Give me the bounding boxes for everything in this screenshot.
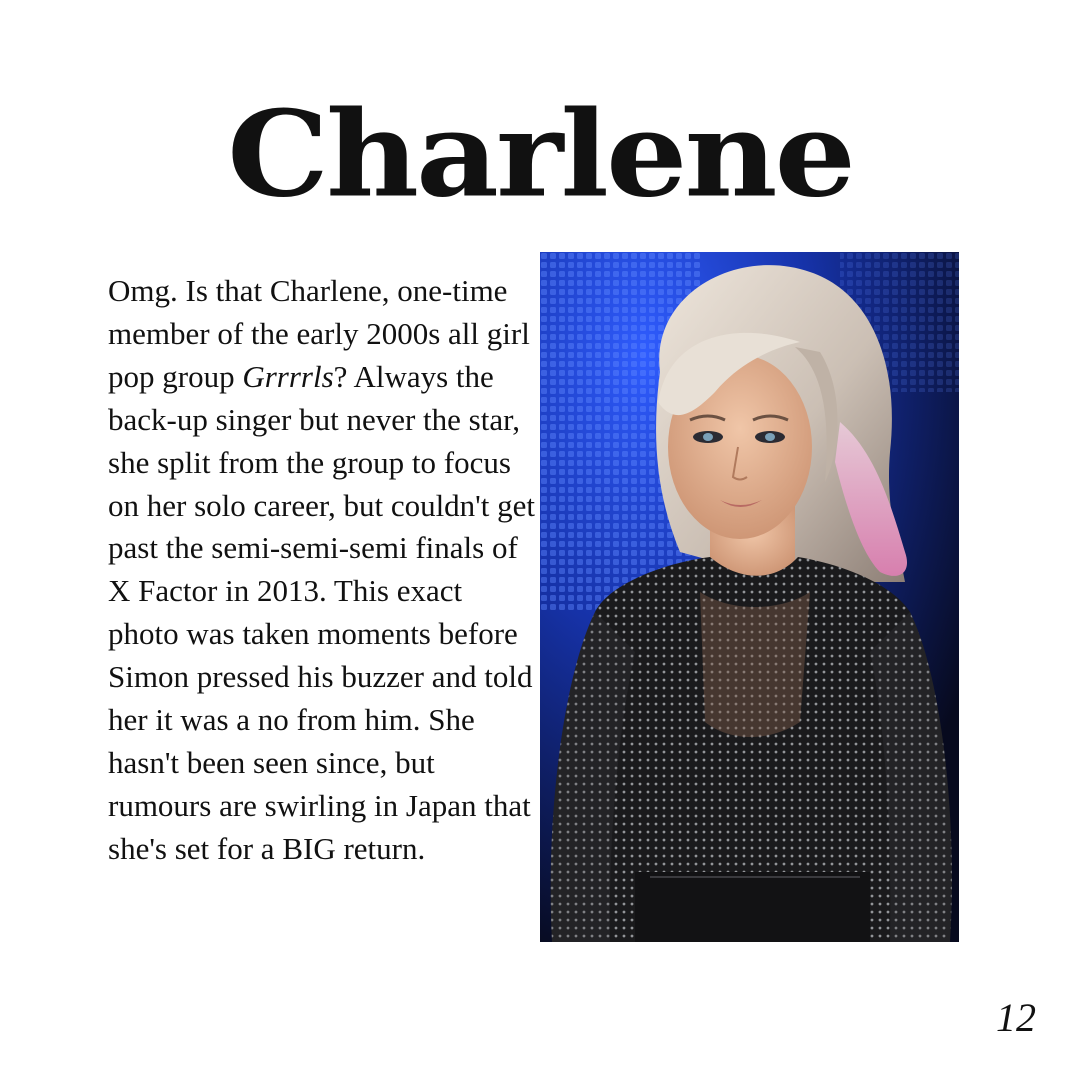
portrait-photo	[540, 252, 959, 942]
body-text-before: Omg. Is that Charlene, one-time member of the early 2000s all girl pop group	[108, 273, 530, 394]
body-text-after: ? Always the back-up singer but never the star, she split from the group to focus on her solo career, but couldn't get past the semi-semi-semi finals of X Factor in 2013. This exact photo was taken moments before Simon pressed his buzzer and told her it was a no from him. She hasn't been seen since, but rumours are swirling in Japan that she's set for a BIG return.	[108, 358, 536, 866]
page-title: Charlene	[227, 85, 853, 224]
band-name: Grrrrls	[242, 358, 334, 394]
page-number: 12	[996, 995, 1036, 1040]
body-paragraph	[108, 270, 538, 871]
